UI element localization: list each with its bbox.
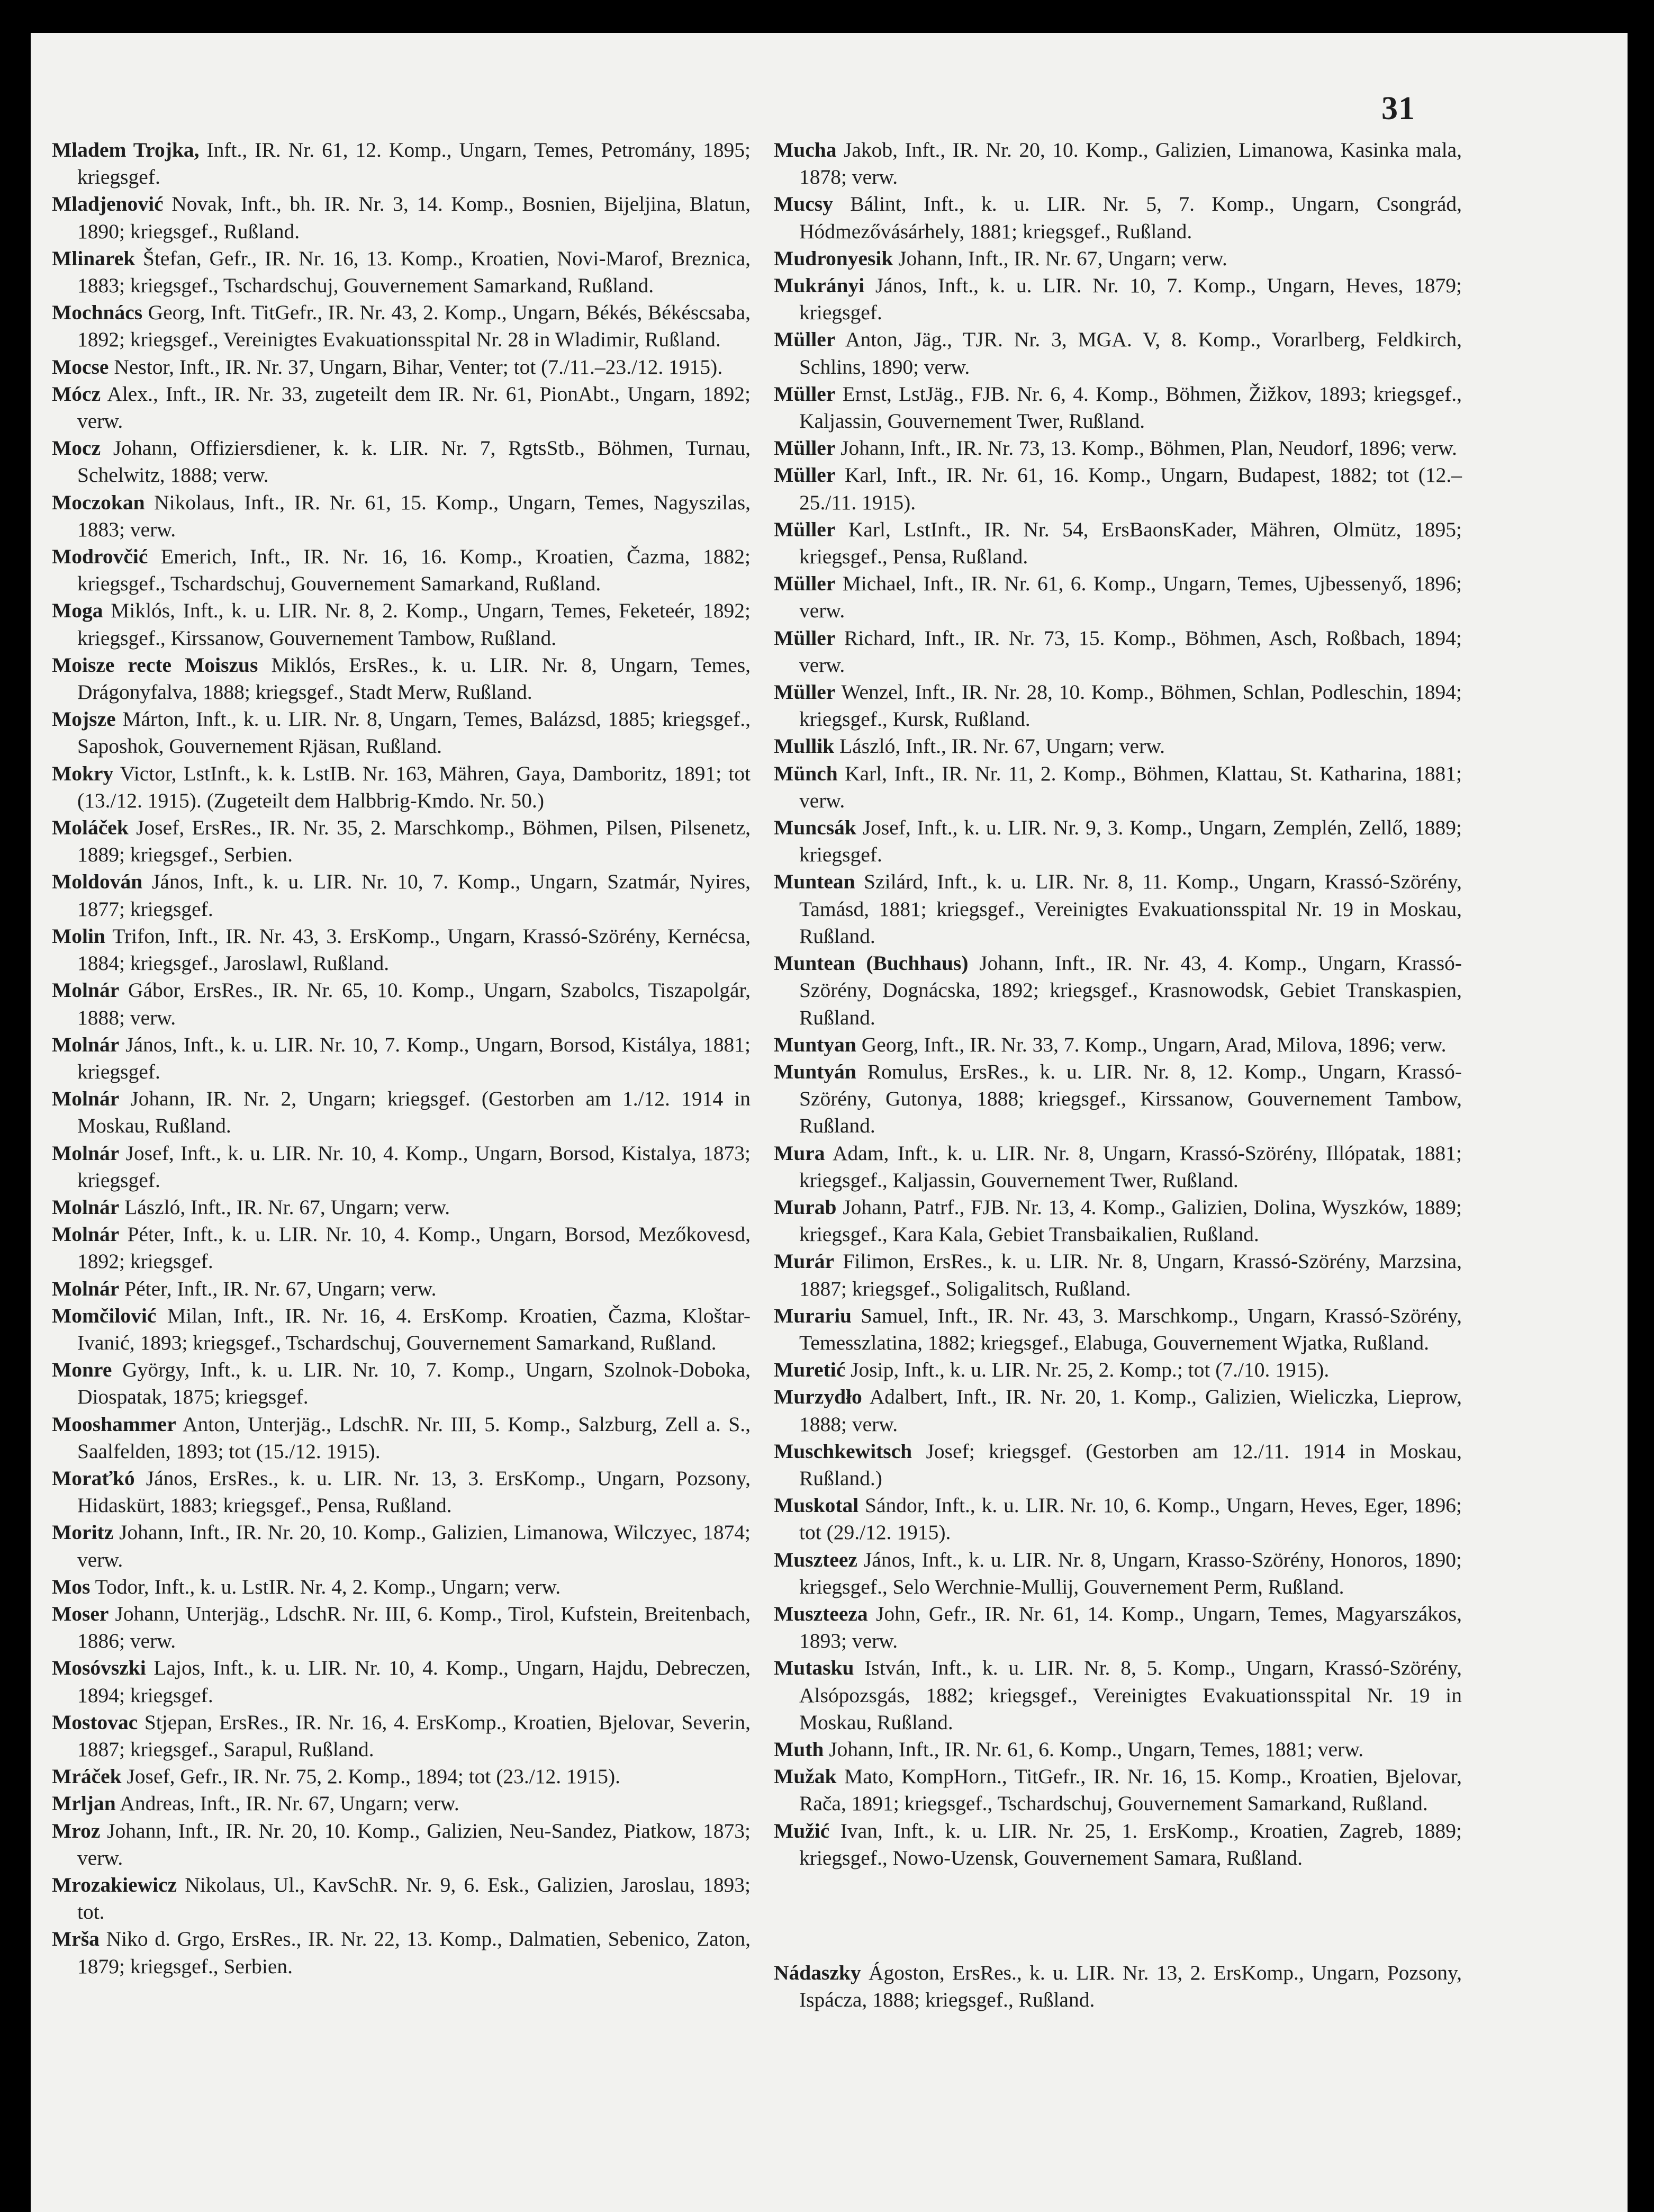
register-entry bbox=[52, 1356, 751, 1410]
entry-surname: Muncsák bbox=[774, 816, 856, 840]
register-entry bbox=[774, 760, 1462, 814]
entry-details: Péter, Inft., IR. Nr. 67, Ungarn; verw. bbox=[119, 1276, 437, 1300]
entry-surname: Mlinarek bbox=[52, 246, 135, 270]
entry-surname: Mužić bbox=[774, 1819, 830, 1842]
entry-details: János, Inft., k. u. LIR. Nr. 10, 7. Komp., Ungarn, Szatmár, Nyires, 1877; kriegsgef. bbox=[77, 870, 751, 921]
entry-surname: Murariu bbox=[774, 1303, 852, 1327]
register-entry bbox=[52, 381, 751, 435]
entry-surname: Molnár bbox=[52, 1195, 120, 1219]
entry-details: László, Inft., IR. Nr. 67, Ungarn; verw. bbox=[119, 1195, 450, 1219]
entry-surname: Mokry bbox=[52, 761, 114, 785]
entry-details: Johann, IR. Nr. 2, Ungarn; kriegsgef. (Gestorben am 1./12. 1914 in Moskau, Rußland. bbox=[77, 1087, 751, 1138]
entry-surname: Mosóvszki bbox=[52, 1656, 146, 1680]
entry-surname: Mladem Trojka, bbox=[52, 138, 200, 161]
entry-details: Johann, Offiziersdiener, k. k. LIR. Nr. 7, RgtsStb., Böhmen, Turnau, Schelwitz, 1888; verw. bbox=[77, 436, 751, 487]
entry-details: Nikolaus, Ul., KavSchR. Nr. 9, 6. Esk., Galizien, Jaroslau, 1893; tot. bbox=[77, 1873, 751, 1924]
entry-details: Milan, Inft., IR. Nr. 16, 4. ErsKomp. Kroatien, Čazma, Kloštar-Ivanić, 1893; kriegsgef., Tschardschuj, Gouvernement Samarkand, Rußland. bbox=[77, 1303, 751, 1354]
entry-details: Mato, KompHorn., TitGefr., IR. Nr. 16, 15. Komp., Kroatien, Bjelovar, Rača, 1891; kriegsgef., Tschardschuj, Gouvernement Samarkand, Rußland. bbox=[799, 1765, 1462, 1815]
entry-details: Lajos, Inft., k. u. LIR. Nr. 10, 4. Komp., Ungarn, Hajdu, Debreczen, 1894; kriegsgef. bbox=[77, 1656, 751, 1707]
register-entry bbox=[52, 1818, 751, 1872]
entry-details: János, Inft., k. u. LIR. Nr. 10, 7. Komp., Ungarn, Heves, 1879; kriegsgef. bbox=[799, 274, 1462, 325]
entry-surname: Moczokan bbox=[52, 490, 145, 514]
entry-surname: Muntyán bbox=[774, 1059, 856, 1083]
entry-surname: Muntean (Buchhaus) bbox=[774, 951, 969, 975]
entry-details: Jakob, Inft., IR. Nr. 20, 10. Komp., Galizien, Limanowa, Kasinka mala, 1878; verw. bbox=[799, 138, 1462, 189]
entry-surname: Müller bbox=[774, 382, 836, 406]
entry-details: Novak, Inft., bh. IR. Nr. 3, 14. Komp., Bosnien, Bijeljina, Blatun, 1890; kriegsgef., Rußland. bbox=[77, 192, 751, 243]
register-entry bbox=[774, 1248, 1462, 1302]
register-entry bbox=[774, 625, 1462, 679]
entry-surname: Murzydło bbox=[774, 1385, 862, 1409]
register-entry bbox=[52, 652, 751, 706]
entry-details: Bálint, Inft., k. u. LIR. Nr. 5, 7. Komp., Ungarn, Csongrád, Hódmezővásárhely, 1881; kriegsgef., Rußland. bbox=[799, 192, 1462, 243]
entry-surname: Muszteez bbox=[774, 1548, 857, 1571]
entry-details: Wenzel, Inft., IR. Nr. 28, 10. Komp., Böhmen, Schlan, Podleschin, 1894; kriegsgef., Kursk, Rußland. bbox=[799, 680, 1462, 731]
entry-details: Nikolaus, Inft., IR. Nr. 61, 15. Komp., Ungarn, Temes, Nagyszilas, 1883; verw. bbox=[77, 490, 751, 541]
entry-surname: Moldován bbox=[52, 870, 143, 894]
entry-details: Karl, Inft., IR. Nr. 61, 16. Komp., Ungarn, Budapest, 1882; tot (12.–25./11. 1915). bbox=[799, 463, 1462, 514]
entry-surname: Mrozakiewicz bbox=[52, 1873, 177, 1896]
entry-surname: Molnár bbox=[52, 1222, 120, 1246]
entry-surname: Mrša bbox=[52, 1927, 100, 1951]
register-entry bbox=[52, 597, 751, 651]
entry-surname: Monre bbox=[52, 1358, 112, 1382]
register-entry bbox=[774, 679, 1462, 733]
left-column bbox=[52, 137, 751, 1980]
entry-surname: Mochnács bbox=[52, 301, 143, 325]
entry-details: Štefan, Gefr., IR. Nr. 16, 13. Komp., Kroatien, Novi-Marof, Breznica, 1883; kriegsgef., Tschardschuj, Gouvernement Samarkand, Rußland. bbox=[77, 246, 751, 298]
scan-border-left bbox=[0, 0, 31, 2212]
entry-details: László, Inft., IR. Nr. 67, Ungarn; verw. bbox=[834, 734, 1165, 758]
entry-details: Romulus, ErsRes., k. u. LIR. Nr. 8, 12. Komp., Ungarn, Krassó-Szörény, Gutonya, 1888; kriegsgef., Kirssanow, Gouvernement Tambow, Rußland. bbox=[799, 1059, 1462, 1138]
entry-details: Georg, Inft. TitGefr., IR. Nr. 43, 2. Komp., Ungarn, Békés, Békéscsaba, 1892; kriegsgef., Vereinigtes Evakuationsspital Nr. 28 in Wladimir, Rußland. bbox=[77, 301, 751, 352]
entry-surname: Mužak bbox=[774, 1765, 837, 1788]
entry-surname: Modrovčić bbox=[52, 545, 148, 569]
entry-details: Adalbert, Inft., IR. Nr. 20, 1. Komp., Galizien, Wieliczka, Lieprow, 1888; verw. bbox=[799, 1385, 1462, 1436]
register-entry bbox=[774, 1383, 1462, 1437]
entry-details: Ivan, Inft., k. u. LIR. Nr. 25, 1. ErsKomp., Kroatien, Zagreb, 1889; kriegsgef., Nowo-Uzensk, Gouvernement Samara, Rußland. bbox=[799, 1819, 1462, 1869]
entry-surname: Mojsze bbox=[52, 707, 116, 731]
entry-surname: Mooshammer bbox=[52, 1412, 176, 1436]
register-entry bbox=[52, 1221, 751, 1275]
entry-details: Victor, LstInft., k. k. LstIB. Nr. 163, Mähren, Gaya, Damboritz, 1891; tot (13./12. 1915). (Zugeteilt dem Halbbrig-Kmdo. Nr. 50.) bbox=[77, 761, 751, 812]
entry-surname: Moga bbox=[52, 599, 103, 623]
entry-surname: Mucha bbox=[774, 138, 837, 161]
entry-surname: Mucsy bbox=[774, 192, 833, 216]
entry-surname: Nádaszky bbox=[774, 1961, 861, 1984]
register-entry bbox=[52, 489, 751, 543]
register-entry bbox=[52, 354, 751, 381]
entry-details: Michael, Inft., IR. Nr. 61, 6. Komp., Ungarn, Temes, Ujbessenyő, 1896; verw. bbox=[799, 572, 1462, 623]
entry-surname: Mudronyesik bbox=[774, 246, 893, 270]
register-entry bbox=[774, 516, 1462, 570]
entry-details: Miklós, Inft., k. u. LIR. Nr. 8, 2. Komp., Ungarn, Temes, Feketeér, 1892; kriegsgef., Kirssanow, Gouvernement Tambow, Rußland. bbox=[77, 599, 751, 650]
register-entry bbox=[52, 1872, 751, 1926]
entry-details: Johann, Inft., IR. Nr. 61, 6. Komp., Ungarn, Temes, 1881; verw. bbox=[824, 1737, 1364, 1761]
entry-surname: Mos bbox=[52, 1575, 91, 1598]
register-entry bbox=[774, 733, 1462, 760]
entry-details: János, Inft., k. u. LIR. Nr. 10, 7. Komp., Ungarn, Borsod, Kistálya, 1881; kriegsgef. bbox=[77, 1032, 751, 1083]
register-entry bbox=[52, 1465, 751, 1519]
register-entry bbox=[774, 814, 1462, 868]
register-entry bbox=[774, 1140, 1462, 1194]
entry-details: Josef, Inft., k. u. LIR. Nr. 9, 3. Komp., Ungarn, Zemplén, Zellő, 1889; kriegsgef. bbox=[799, 816, 1462, 867]
entry-details: Niko d. Grgo, ErsRes., IR. Nr. 22, 13. Komp., Dalmatien, Sebenico, Zaton, 1879; kriegsgef., Serbien. bbox=[77, 1927, 751, 1978]
entry-details: Anton, Unterjäg., LdschR. Nr. III, 5. Komp., Salzburg, Zell a. S., Saalfelden, 1893; tot (15./12. 1915). bbox=[77, 1412, 751, 1463]
entry-surname: Mullik bbox=[774, 734, 835, 758]
entry-surname: Mladjenović bbox=[52, 192, 164, 216]
entry-details: Todor, Inft., k. u. LstIR. Nr. 4, 2. Komp., Ungarn; verw. bbox=[90, 1575, 561, 1598]
entry-details: Georg, Inft., IR. Nr. 33, 7. Komp., Ungarn, Arad, Milova, 1896; verw. bbox=[856, 1032, 1447, 1056]
entry-surname: Molnár bbox=[52, 1141, 120, 1165]
entry-details: Johann, Inft., IR. Nr. 43, 4. Komp., Ungarn, Krassó-Szörény, Dognácska, 1892; kriegsgef., Krasnowodsk, Gebiet Transkaspien, Rußland. bbox=[799, 951, 1462, 1029]
register-entry bbox=[52, 1519, 751, 1573]
entry-details: Johann, Patrf., FJB. Nr. 13, 4. Komp., Galizien, Dolina, Wyszków, 1889; kriegsgef., Kara Kala, Gebiet Transbaikalien, Rußland. bbox=[799, 1195, 1462, 1246]
register-entry bbox=[774, 1194, 1462, 1248]
entry-details: Péter, Inft., k. u. LIR. Nr. 10, 4. Komp., Ungarn, Borsod, Mezőkovesd, 1892; kriegsgef. bbox=[77, 1222, 751, 1273]
entry-details: Johann, Inft., IR. Nr. 20, 10. Komp., Galizien, Limanowa, Wilczyec, 1874; verw. bbox=[77, 1521, 751, 1571]
register-entry bbox=[52, 868, 751, 922]
entry-surname: Muschkewitsch bbox=[774, 1439, 912, 1463]
register-entry bbox=[52, 543, 751, 597]
scan-border-top bbox=[0, 0, 1654, 33]
register-entry bbox=[774, 1959, 1462, 2013]
register-entry bbox=[774, 1438, 1462, 1492]
register-entry bbox=[774, 1736, 1462, 1763]
entry-surname: Mocz bbox=[52, 436, 101, 460]
section-gap bbox=[774, 1872, 1462, 1959]
register-entry bbox=[774, 272, 1462, 326]
entry-surname: Moláček bbox=[52, 816, 129, 840]
entry-details: Alex., Inft., IR. Nr. 33, zugeteilt dem IR. Nr. 61, PionAbt., Ungarn, 1892; verw. bbox=[77, 382, 751, 433]
register-entry bbox=[52, 1302, 751, 1356]
register-entry bbox=[52, 1275, 751, 1302]
register-entry bbox=[52, 923, 751, 977]
entry-surname: Muretić bbox=[774, 1358, 846, 1382]
entry-surname: Mócz bbox=[52, 382, 101, 406]
entry-surname: Mutasku bbox=[774, 1656, 854, 1680]
register-entry bbox=[774, 570, 1462, 624]
register-entry bbox=[774, 245, 1462, 272]
entry-details: Nestor, Inft., IR. Nr. 37, Ungarn, Bihar, Venter; tot (7./11.–23./12. 1915). bbox=[109, 355, 723, 379]
entry-surname: Murab bbox=[774, 1195, 837, 1219]
entry-details: Johann, Inft., IR. Nr. 73, 13. Komp., Böhmen, Plan, Neudorf, 1896; verw. bbox=[835, 436, 1457, 460]
register-entry bbox=[52, 435, 751, 489]
entry-details: Gábor, ErsRes., IR. Nr. 65, 10. Komp., Ungarn, Szabolcs, Tiszapolgár, 1888; verw. bbox=[77, 978, 751, 1029]
entry-details: Szilárd, Inft., k. u. LIR. Nr. 8, 11. Komp., Ungarn, Krassó-Szörény, Tamásd, 1881; kriegsgef., Vereinigtes Evakuationsspital Nr. 19 in Moskau, Rußland. bbox=[799, 870, 1462, 948]
register-entry bbox=[774, 381, 1462, 435]
entry-surname: Müller bbox=[774, 626, 836, 650]
entry-surname: Momčilović bbox=[52, 1303, 157, 1327]
entry-surname: Mukrányi bbox=[774, 274, 865, 298]
register-entry bbox=[774, 1600, 1462, 1654]
entry-surname: Molnár bbox=[52, 1276, 120, 1300]
register-entry bbox=[774, 1492, 1462, 1546]
register-entry bbox=[774, 435, 1462, 462]
entry-surname: Muth bbox=[774, 1737, 824, 1761]
register-entry bbox=[774, 137, 1462, 191]
entry-surname: Müller bbox=[774, 463, 836, 487]
register-entry bbox=[774, 1058, 1462, 1140]
entry-details: Ágoston, ErsRes., k. u. LIR. Nr. 13, 2. ErsKomp., Ungarn, Pozsony, Ispácza, 1888; kriegsgef., Rußland. bbox=[799, 1961, 1462, 2012]
right-column bbox=[774, 137, 1462, 2013]
entry-details: Samuel, Inft., IR. Nr. 43, 3. Marschkomp., Ungarn, Krassó-Szörény, Temesszlatina, 1882; kriegsgef., Elabuga, Gouvernement Wjatka, Rußland. bbox=[799, 1303, 1462, 1354]
entry-details: Johann, Unterjäg., LdschR. Nr. III, 6. Komp., Tirol, Kufstein, Breitenbach, 1886; verw. bbox=[77, 1602, 751, 1653]
entry-surname: Mocse bbox=[52, 355, 109, 379]
register-entry bbox=[774, 1031, 1462, 1058]
entry-surname: Moraťkó bbox=[52, 1466, 135, 1490]
entry-surname: Müller bbox=[774, 680, 836, 704]
entry-details: István, Inft., k. u. LIR. Nr. 8, 5. Komp., Ungarn, Krassó-Szörény, Alsópozsgás, 1882; kriegsgef., Vereinigtes Evakuationsspital Nr. 19 in Moskau, Rußland. bbox=[799, 1656, 1462, 1734]
entry-surname: Müller bbox=[774, 572, 836, 596]
entry-details: Johann, Inft., IR. Nr. 20, 10. Komp., Galizien, Neu-Sandez, Piatkow, 1873; verw. bbox=[77, 1819, 751, 1869]
entry-surname: Mura bbox=[774, 1141, 825, 1165]
entry-details: János, ErsRes., k. u. LIR. Nr. 13, 3. ErsKomp., Ungarn, Pozsony, Hidaskürt, 1883; kriegsgef., Pensa, Rußland. bbox=[77, 1466, 751, 1517]
entry-surname: Molnár bbox=[52, 978, 120, 1002]
entry-details: György, Inft., k. u. LIR. Nr. 10, 7. Komp., Ungarn, Szolnok-Doboka, Diospatak, 1875; kriegsgef. bbox=[77, 1358, 751, 1409]
entry-surname: Molnár bbox=[52, 1087, 120, 1111]
entry-details: Karl, Inft., IR. Nr. 11, 2. Komp., Böhmen, Klattau, St. Katharina, 1881; verw. bbox=[799, 761, 1462, 812]
entry-details: Josef, ErsRes., IR. Nr. 35, 2. Marschkomp., Böhmen, Pilsen, Pilsenetz, 1889; kriegsgef., Serbien. bbox=[77, 816, 751, 867]
entry-details: Sándor, Inft., k. u. LIR. Nr. 10, 6. Komp., Ungarn, Heves, Eger, 1896; tot (29./12. 1915). bbox=[799, 1494, 1462, 1544]
entry-surname: Müller bbox=[774, 328, 836, 352]
entry-details: János, Inft., k. u. LIR. Nr. 8, Ungarn, Krasso-Szörény, Honoros, 1890; kriegsgef., Selo Werchnie-Mullij, Gouvernement Perm, Rußland. bbox=[799, 1548, 1462, 1598]
entry-details: Anton, Jäg., TJR. Nr. 3, MGA. V, 8. Komp., Vorarlberg, Feldkirch, Schlins, 1890; verw. bbox=[799, 328, 1462, 379]
register-entry bbox=[774, 950, 1462, 1031]
entry-surname: Muszteeza bbox=[774, 1602, 868, 1625]
register-entry bbox=[52, 1411, 751, 1465]
entry-details: Josef, Inft., k. u. LIR. Nr. 10, 4. Komp., Ungarn, Borsod, Kistalya, 1873; kriegsgef. bbox=[77, 1141, 751, 1192]
entry-details: Richard, Inft., IR. Nr. 73, 15. Komp., Böhmen, Asch, Roßbach, 1894; verw. bbox=[799, 626, 1462, 677]
register-entry bbox=[774, 1546, 1462, 1600]
entry-surname: Müller bbox=[774, 436, 836, 460]
register-entry bbox=[774, 1654, 1462, 1736]
register-entry bbox=[774, 326, 1462, 380]
page-number: 31 bbox=[1381, 91, 1415, 127]
entry-details: Andreas, Inft., IR. Nr. 67, Ungarn; verw. bbox=[115, 1792, 459, 1815]
entry-details: Ernst, LstJäg., FJB. Nr. 6, 4. Komp., Böhmen, Žižkov, 1893; kriegsgef., Kaljassin, Gouvernement Twer, Rußland. bbox=[799, 382, 1462, 433]
entry-details: John, Gefr., IR. Nr. 61, 14. Komp., Ungarn, Temes, Magyarszákos, 1893; verw. bbox=[799, 1602, 1462, 1653]
register-entry bbox=[774, 462, 1462, 516]
entry-details: Filimon, ErsRes., k. u. LIR. Nr. 8, Ungarn, Krassó-Szörény, Marzsina, 1887; kriegsgef., Soligalitsch, Rußland. bbox=[799, 1249, 1462, 1300]
register-entry bbox=[52, 245, 751, 299]
entry-details: Márton, Inft., k. u. LIR. Nr. 8, Ungarn, Temes, Balázsd, 1885; kriegsgef., Saposhok, Gouvernement Rjäsan, Rußland. bbox=[77, 707, 751, 758]
register-entry bbox=[774, 191, 1462, 245]
entry-surname: Murár bbox=[774, 1249, 835, 1273]
register-entry bbox=[774, 868, 1462, 950]
entry-details: Inft., IR. Nr. 61, 12. Komp., Ungarn, Temes, Petromány, 1895; kriegsgef. bbox=[77, 138, 751, 189]
entry-details: Emerich, Inft., IR. Nr. 16, 16. Komp., Kroatien, Čazma, 1882; kriegsgef., Tschardschuj, Gouvernement Samarkand, Rußland. bbox=[77, 545, 751, 596]
register-entry bbox=[52, 137, 751, 191]
register-entry bbox=[52, 1709, 751, 1763]
entry-surname: Muskotal bbox=[774, 1494, 859, 1517]
register-entry bbox=[52, 814, 751, 868]
entry-surname: Molnár bbox=[52, 1032, 120, 1056]
register-entry bbox=[774, 1818, 1462, 1872]
register-entry bbox=[52, 1790, 751, 1817]
register-entry bbox=[52, 760, 751, 814]
register-entry bbox=[52, 1926, 751, 1980]
entry-details: Josip, Inft., k. u. LIR. Nr. 25, 2. Komp.; tot (7./10. 1915). bbox=[845, 1358, 1330, 1382]
register-entry bbox=[52, 1031, 751, 1085]
entry-surname: Molin bbox=[52, 924, 105, 948]
entry-surname: Mostovac bbox=[52, 1710, 138, 1734]
register-entry bbox=[52, 1763, 751, 1790]
entry-details: Johann, Inft., IR. Nr. 67, Ungarn; verw. bbox=[893, 246, 1227, 270]
entry-details: Josef; kriegsgef. (Gestorben am 12./11. 1914 in Moskau, Rußland.) bbox=[799, 1439, 1462, 1490]
entry-surname: Münch bbox=[774, 761, 838, 785]
entry-details: Trifon, Inft., IR. Nr. 43, 3. ErsKomp., Ungarn, Krassó-Szörény, Kernécsa, 1884; kriegsgef., Jaroslawl, Rußland. bbox=[77, 924, 751, 975]
entry-surname: Muntyan bbox=[774, 1032, 856, 1056]
register-entry bbox=[52, 1085, 751, 1139]
entry-details: Stjepan, ErsRes., IR. Nr. 16, 4. ErsKomp., Kroatien, Bjelovar, Severin, 1887; kriegsgef., Sarapul, Rußland. bbox=[77, 1710, 751, 1761]
entry-surname: Moritz bbox=[52, 1521, 114, 1544]
register-entry bbox=[52, 1194, 751, 1221]
entry-details: Josef, Gefr., IR. Nr. 75, 2. Komp., 1894; tot (23./12. 1915). bbox=[121, 1765, 621, 1788]
scan-border-right bbox=[1628, 0, 1654, 2212]
entry-details: Miklós, ErsRes., k. u. LIR. Nr. 8, Ungarn, Temes, Drágonyfalva, 1888; kriegsgef., Stadt Merw, Rußland. bbox=[77, 653, 751, 704]
register-entry bbox=[52, 1654, 751, 1709]
register-entry bbox=[774, 1763, 1462, 1817]
entry-surname: Moisze recte Moiszus bbox=[52, 653, 258, 677]
register-entry bbox=[52, 977, 751, 1031]
register-entry bbox=[774, 1302, 1462, 1356]
register-entry bbox=[52, 706, 751, 760]
entry-surname: Muntean bbox=[774, 870, 855, 894]
entry-details: Karl, LstInft., IR. Nr. 54, ErsBaonsKader, Mähren, Olmütz, 1895; kriegsgef., Pensa, Rußland. bbox=[799, 517, 1462, 569]
register-entry bbox=[774, 1356, 1462, 1383]
register-entry bbox=[52, 1573, 751, 1600]
register-entry bbox=[52, 299, 751, 353]
entry-surname: Moser bbox=[52, 1602, 109, 1625]
register-entry bbox=[52, 191, 751, 245]
register-entry bbox=[52, 1600, 751, 1654]
entry-surname: Mroz bbox=[52, 1819, 101, 1842]
entry-surname: Mráček bbox=[52, 1765, 122, 1788]
register-entry bbox=[52, 1140, 751, 1194]
entry-surname: Mrljan bbox=[52, 1792, 116, 1815]
entry-details: Adam, Inft., k. u. LIR. Nr. 8, Ungarn, Krassó-Szörény, Illópatak, 1881; kriegsgef., Kaljassin, Gouvernement Twer, Rußland. bbox=[799, 1141, 1462, 1192]
entry-surname: Müller bbox=[774, 517, 836, 541]
